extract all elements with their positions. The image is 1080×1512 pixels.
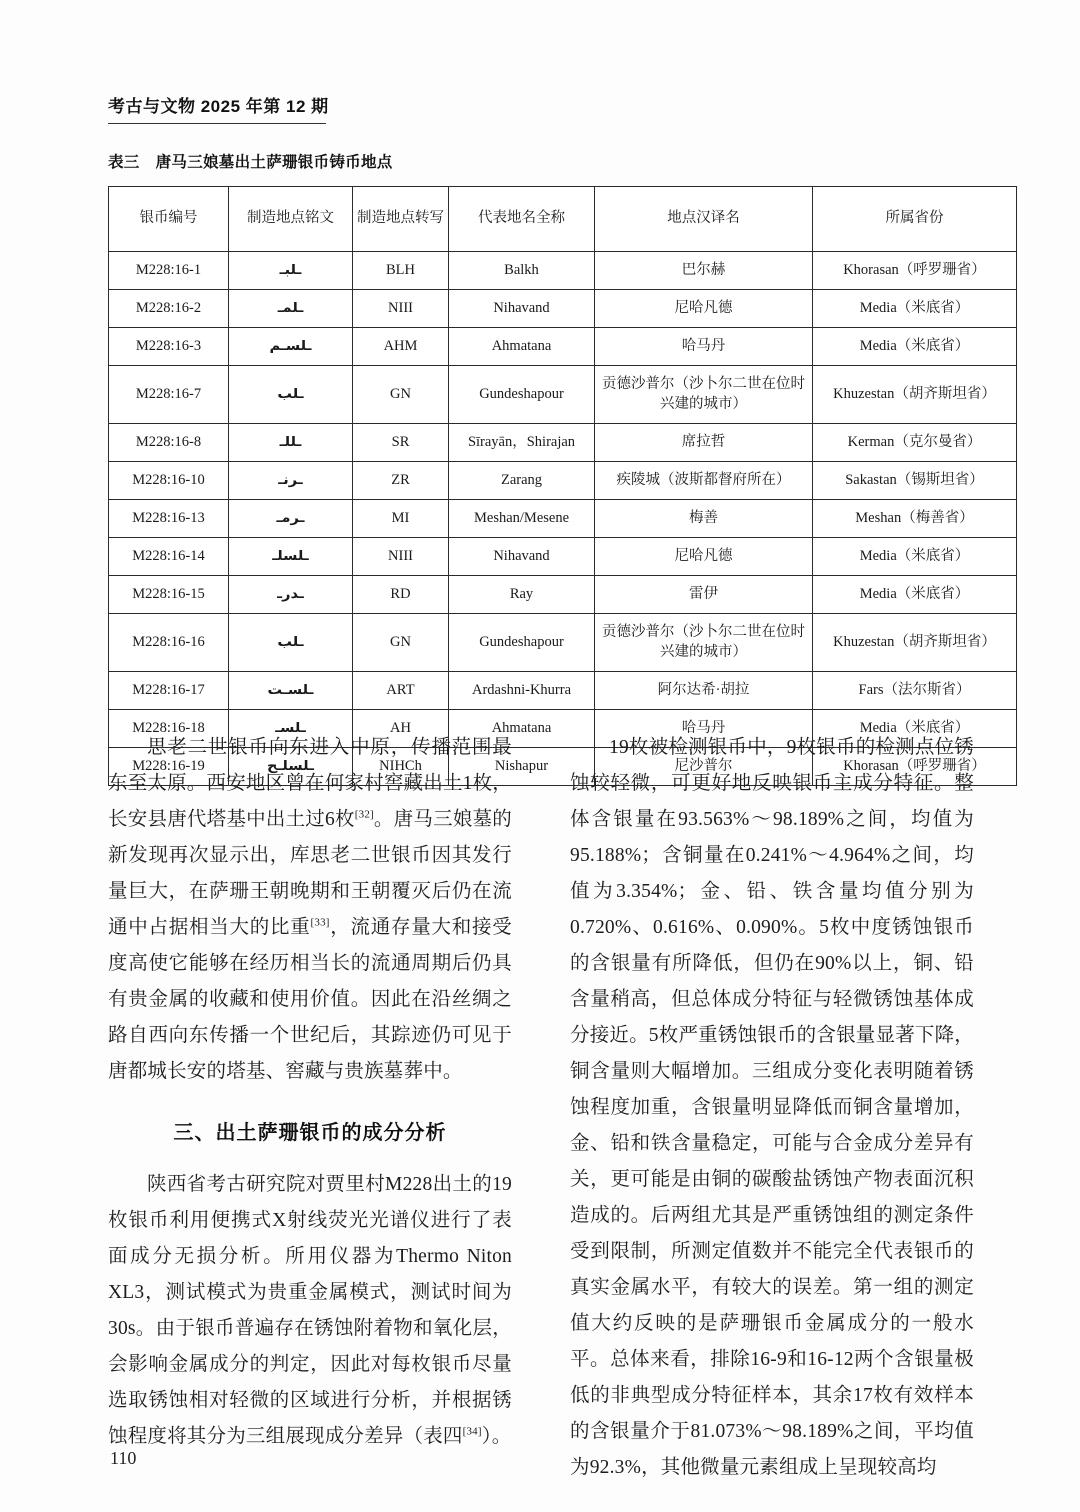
para-text-a: 思老二世银币向东进入中原，传播范围最东至太原。西安地区曾在何家村窖藏出土1枚，长安县唐代塔基中出土过6枚 [108, 737, 512, 830]
cell-mint-script: ـلمـ [229, 291, 353, 326]
cell-full-placename: Ahmatana [449, 328, 595, 366]
column-header-full-placename: 代表地名全称 [449, 187, 595, 252]
table-caption-number: 表三 [108, 154, 140, 171]
cell-transliteration: MI [353, 500, 449, 538]
cell-chinese-name: 阿尔达希·胡拉 [595, 672, 813, 710]
cell-full-placename: Ahmatana [449, 710, 595, 748]
cell-coin-id: M228:16-14 [109, 538, 229, 576]
cell-mint-script: ـدرـ [229, 577, 353, 612]
cell-transliteration: GN [353, 366, 449, 424]
cell-mint-script: ـرمـ [229, 501, 353, 536]
running-head [108, 92, 974, 124]
running-head-rule [108, 123, 326, 124]
cell-chinese-name: 尼沙普尔 [595, 748, 813, 786]
cell-coin-id: M228:16-13 [109, 500, 229, 538]
cell-transliteration: RD [353, 576, 449, 614]
table-caption [108, 150, 393, 172]
column-header-province: 所属省份 [813, 187, 1017, 252]
cell-chinese-name: 尼哈凡德 [595, 538, 813, 576]
reference-marker-33: [33] [310, 916, 330, 929]
cell-province: Khuzestan（胡齐斯坦省） [813, 366, 1017, 424]
reference-marker-32: [32] [354, 808, 374, 821]
table-row [109, 500, 1017, 538]
cell-province: Khorasan（呼罗珊省） [813, 252, 1017, 290]
table-caption-title: 唐马三娘墓出土萨珊银币铸币地点 [155, 154, 393, 171]
cell-transliteration: NIHCh [353, 748, 449, 786]
cell-full-placename: Ray [449, 576, 595, 614]
cell-chinese-name: 尼哈凡德 [595, 290, 813, 328]
reference-marker-34: [34] [462, 1425, 482, 1438]
cell-coin-id: M228:16-7 [109, 366, 229, 424]
column-header-transliteration: 制造地点转写 [353, 187, 449, 252]
cell-transliteration: SR [353, 424, 449, 462]
cell-mint-script: ـلبـ [229, 253, 353, 288]
cell-chinese-name: 贡德沙普尔（沙卜尔二世在位时兴建的城市） [595, 614, 813, 672]
cell-full-placename: Sīrayān，Shirajan [449, 424, 595, 462]
cell-chinese-name: 巴尔赫 [595, 252, 813, 290]
cell-full-placename: Ardashni-Khurra [449, 672, 595, 710]
table-header-row [109, 187, 1017, 252]
cell-transliteration: ART [353, 672, 449, 710]
table-head [109, 187, 1017, 252]
cell-province: Media（米底省） [813, 538, 1017, 576]
column-header-chinese-name: 地点汉译名 [595, 187, 813, 252]
cell-transliteration: ZR [353, 462, 449, 500]
cell-full-placename: Nihavand [449, 538, 595, 576]
cell-chinese-name: 疾陵城（波斯都督府所在） [595, 462, 813, 500]
cell-transliteration: AH [353, 710, 449, 748]
column-header-coin-id: 银币编号 [109, 187, 229, 252]
cell-coin-id: M228:16-3 [109, 328, 229, 366]
cell-coin-id: M228:16-15 [109, 576, 229, 614]
cell-transliteration: NIII [353, 290, 449, 328]
table-row [109, 252, 1017, 290]
cell-full-placename: Zarang [449, 462, 595, 500]
cell-full-placename: Gundeshapour [449, 366, 595, 424]
cell-province: Sakastan（锡斯坦省） [813, 462, 1017, 500]
cell-coin-id: M228:16-17 [109, 672, 229, 710]
para-text-c: ，流通存量大和接受度高使它能够在经历相当长的流通周期后仍具有贵金属的收藏和使用价值。因此在沿丝绸之路自西向东传播一个世纪后，其踪迹仍可见于唐都城长安的塔基、窖藏与贵族墓葬中。 [108, 917, 512, 1082]
cell-coin-id: M228:16-10 [109, 462, 229, 500]
cell-chinese-name: 哈马丹 [595, 710, 813, 748]
cell-mint-script: ـلسـم [229, 329, 353, 364]
cell-full-placename: Meshan/Mesene [449, 500, 595, 538]
cell-mint-script: ـلسـ [229, 711, 353, 746]
cell-province: Fars（法尔斯省） [813, 672, 1017, 710]
cell-coin-id: M228:16-2 [109, 290, 229, 328]
right-text-column [570, 730, 974, 1478]
section-heading-composition-analysis: 三、出土萨珊银币的成分分析 [173, 1122, 447, 1144]
cell-chinese-name: 贡德沙普尔（沙卜尔二世在位时兴建的城市） [595, 366, 813, 424]
table-row [109, 462, 1017, 500]
cell-coin-id: M228:16-1 [109, 252, 229, 290]
cell-mint-script: ـللـ [229, 425, 353, 460]
table-row [109, 366, 1017, 424]
running-head-text: 考古与文物 2025 年第 12 期 [108, 97, 329, 116]
cell-province: Media（米底省） [813, 290, 1017, 328]
cell-chinese-name: 哈马丹 [595, 328, 813, 366]
mint-location-table [108, 186, 1017, 786]
table-row [109, 672, 1017, 710]
cell-mint-script: ـلسلـح [229, 749, 353, 784]
cell-province: Khorasan（呼罗珊省） [813, 748, 1017, 786]
table-body [109, 252, 1017, 786]
table-row [109, 614, 1017, 672]
cell-full-placename: Gundeshapour [449, 614, 595, 672]
cell-mint-script: ـلب [229, 368, 353, 421]
cell-mint-script: ـلب [229, 616, 353, 669]
table-row [109, 538, 1017, 576]
table-row [109, 576, 1017, 614]
cell-full-placename: Nihavand [449, 290, 595, 328]
page-number: 110 [110, 1448, 137, 1468]
column-header-mint-script: 制造地点铭文 [229, 187, 353, 252]
cell-mint-script: ـرنـ [229, 463, 353, 498]
left-text-column [108, 730, 512, 1447]
cell-province: Media（米底省） [813, 328, 1017, 366]
cell-coin-id: M228:16-19 [109, 748, 229, 786]
cell-transliteration: AHM [353, 328, 449, 366]
cell-transliteration: BLH [353, 252, 449, 290]
cell-chinese-name: 梅善 [595, 500, 813, 538]
cell-mint-script: ـلسلـ [229, 539, 353, 574]
table-row [109, 290, 1017, 328]
cell-chinese-name: 席拉哲 [595, 424, 813, 462]
paragraph-coin-circulation [108, 730, 512, 1090]
cell-province: Khuzestan（胡齐斯坦省） [813, 614, 1017, 672]
para2-text-a: 陕西省考古研究院对贾里村M228出土的19枚银币利用便携式X射线荧光光谱仪进行了表面成分无损分析。所用仪器为Thermo Niton XL3，测试模式为贵重金属模式，测试时间为30s。由于银币普遍存在锈蚀附着物和氧化层，会影响金属成分的判定，因此对每枚银币尽量选取锈蚀相对轻微的区域进行分析，并根据锈蚀程度将其分为三组展现成分差异（表四 [108, 1174, 512, 1447]
cell-transliteration: NIII [353, 538, 449, 576]
para2-text-b: ）。 [481, 1426, 512, 1447]
cell-mint-script: ـلسـت [229, 673, 353, 708]
table-row [109, 424, 1017, 462]
paragraph-xrf-method [108, 1167, 512, 1455]
cell-province: Meshan（梅善省） [813, 500, 1017, 538]
cell-full-placename: Nishapur [449, 748, 595, 786]
cell-full-placename: Balkh [449, 252, 595, 290]
cell-coin-id: M228:16-16 [109, 614, 229, 672]
cell-province: Media（米底省） [813, 710, 1017, 748]
cell-chinese-name: 雷伊 [595, 576, 813, 614]
cell-coin-id: M228:16-18 [109, 710, 229, 748]
cell-province: Media（米底省） [813, 576, 1017, 614]
table-row [109, 328, 1017, 366]
cell-coin-id: M228:16-8 [109, 424, 229, 462]
para-text-b: 。唐马三娘墓的新发现再次显示出，库思老二世银币因其发行量巨大，在萨珊王朝晚期和王朝覆灭后仍在流通中占据相当大的比重 [108, 809, 512, 938]
cell-province: Kerman（克尔曼省） [813, 424, 1017, 462]
cell-transliteration: GN [353, 614, 449, 672]
paragraph-composition-results: 19枚被检测银币中，9枚银币的检测点位锈蚀较轻微，可更好地反映银币主成分特征。整体含银量在93.563%～98.189%之间，均值为95.188%；含铜量在0.241%～4.964%之间，均值为3.354%；金、铅、铁含量均值分别为0.720%、0.616%、0.090%。5枚中度锈蚀银币的含银量有所降低，但仍在90%以上，铜、铅含量稍高，但总体成分特征与轻微锈蚀基体成分接近。5枚严重锈蚀银币的含银量显著下降，铜含量则大幅增加。三组成分变化表明随着锈蚀程度加重，含银量明显降低而铜含量增加，金、铅和铁含量稳定，可能与合金成分差异有关，更可能是由铜的碳酸盐锈蚀产物表面沉积造成的。后两组尤其是严重锈蚀组的测定条件受到限制，所测定值数并不能完全代表银币的真实金属水平，有较大的误差。第一组的测定值大约反映的是萨珊银币金属成分的一般水平。总体来看，排除16-9和16-12两个含银量极低的非典型成分特征样本，其余17枚有效样本的含银量介于81.073%～98.189%之间，平均值为92.3%，其他微量元素组成上呈现较高均 [570, 737, 974, 1478]
